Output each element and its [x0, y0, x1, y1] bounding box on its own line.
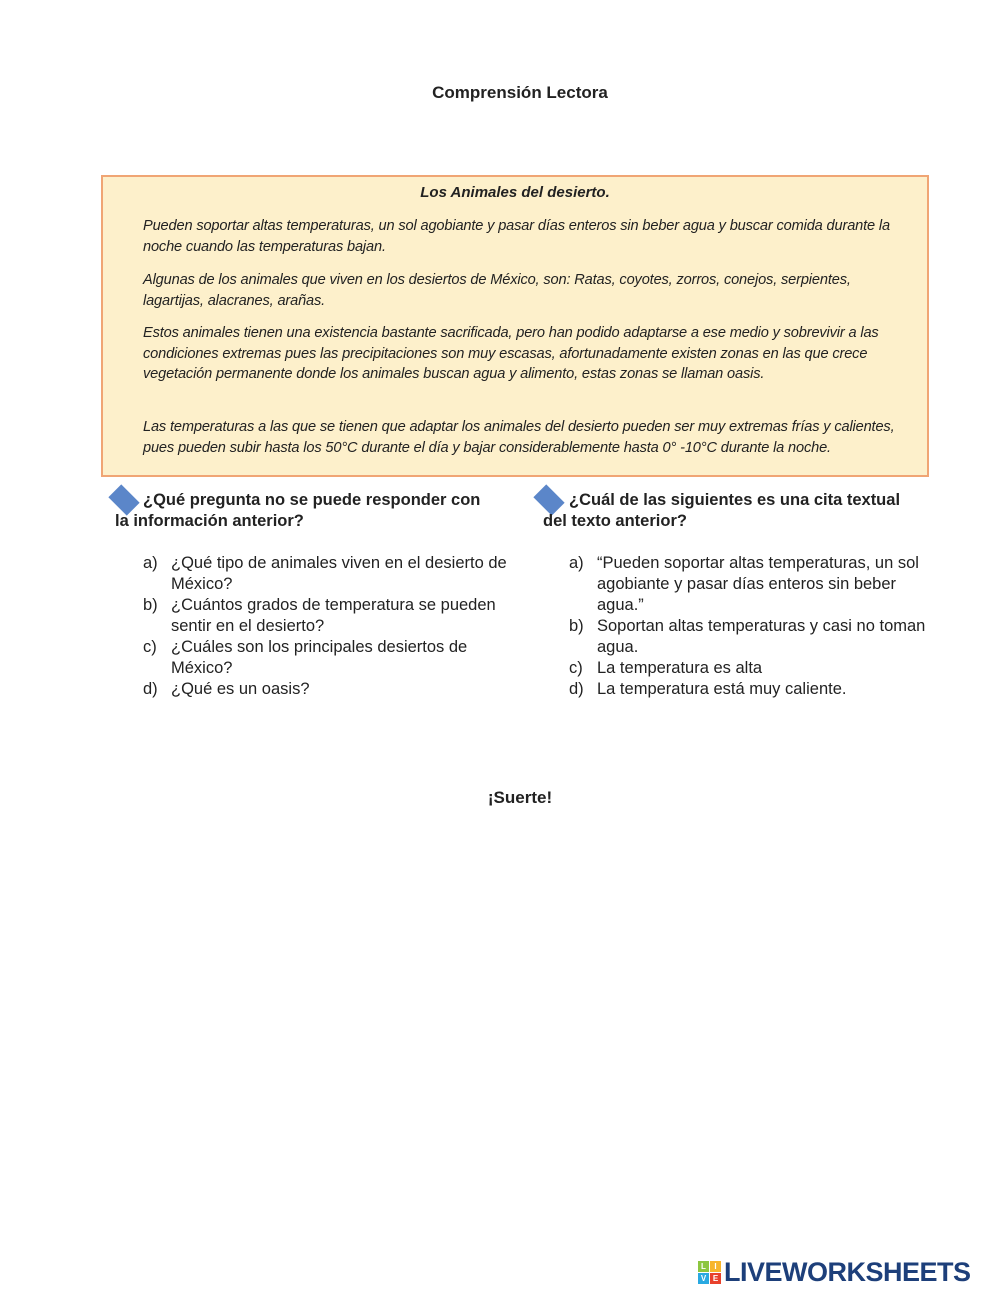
option-text: ¿Cuántos grados de temperatura se pueden sentir en el desierto? — [171, 596, 496, 635]
option-text: ¿Qué tipo de animales viven en el desierto de México? — [171, 554, 507, 593]
question-1: ¿Qué pregunta no se puede responder con la información anterior? — [115, 491, 481, 530]
option-d — [569, 679, 934, 700]
option-letter: a) — [569, 554, 584, 572]
option-c — [143, 637, 513, 679]
reading-paragraph: Las temperaturas a las que se tienen que adaptar los animales del desierto pueden ser muy extremas frías y calientes, pues pueden subir hasta los 50°C durante el día y bajar considerablemente hasta 0° -10°C durante la noche. — [143, 419, 895, 456]
logo-cube: I — [710, 1261, 721, 1272]
question-1-options — [143, 553, 513, 700]
question-2: ¿Cuál de las siguientes es una cita textual del texto anterior? — [543, 491, 901, 530]
option-letter: b) — [143, 596, 158, 614]
option-letter: c) — [143, 638, 157, 656]
option-text: ¿Qué es un oasis? — [171, 680, 310, 698]
option-text: ¿Cuáles son los principales desiertos de México? — [171, 638, 468, 677]
option-letter: c) — [569, 659, 583, 677]
option-text: Soportan altas temperaturas y casi no toman agua. — [597, 617, 926, 656]
option-b — [143, 595, 513, 637]
reading-paragraph: Pueden soportar altas temperaturas, un sol agobiante y pasar días enteros sin beber agua y buscar comida durante la noche cuando las temperaturas bajan. — [143, 218, 890, 255]
logo-cubes-icon — [698, 1261, 721, 1284]
option-letter: d) — [569, 680, 584, 698]
option-letter: d) — [143, 680, 158, 698]
closing-text: ¡Suerte! — [487, 788, 553, 807]
option-text: “Pueden soportar altas temperaturas, un sol agobiante y pasar días enteros sin beber agua.” — [597, 554, 919, 614]
page-title: Comprensión Lectora — [432, 83, 608, 102]
reading-box — [101, 175, 929, 477]
option-a — [143, 553, 513, 595]
option-letter: b) — [569, 617, 584, 635]
option-letter: a) — [143, 554, 158, 572]
reading-heading: Los Animales del desierto. — [420, 184, 610, 201]
reading-paragraph: Estos animales tienen una existencia bastante sacrificada, pero han podido adaptarse a ese medio y sobrevivir a las condiciones extremas pues las precipitaciones son muy escasas, afortunadamente existen zonas en las que crece vegetación permanente donde los animales buscan agua y alimento, estas zonas se llaman oasis. — [143, 325, 879, 382]
logo-cube: L — [698, 1261, 709, 1272]
option-c — [569, 658, 934, 679]
option-text: La temperatura es alta — [597, 659, 763, 677]
option-a — [569, 553, 934, 616]
logo-cube: E — [710, 1273, 721, 1284]
question-2-options — [569, 553, 934, 700]
logo-text: LIVEWORKSHEETS — [724, 1257, 971, 1287]
option-text: La temperatura está muy caliente. — [597, 680, 847, 698]
reading-paragraph: Algunas de los animales que viven en los desiertos de México, son: Ratas, coyotes, zorros, conejos, serpientes, lagartijas, alacranes, arañas. — [143, 272, 851, 309]
liveworksheets-logo — [698, 1257, 971, 1288]
option-b — [569, 616, 934, 658]
logo-cube: V — [698, 1273, 709, 1284]
option-d — [143, 679, 513, 700]
